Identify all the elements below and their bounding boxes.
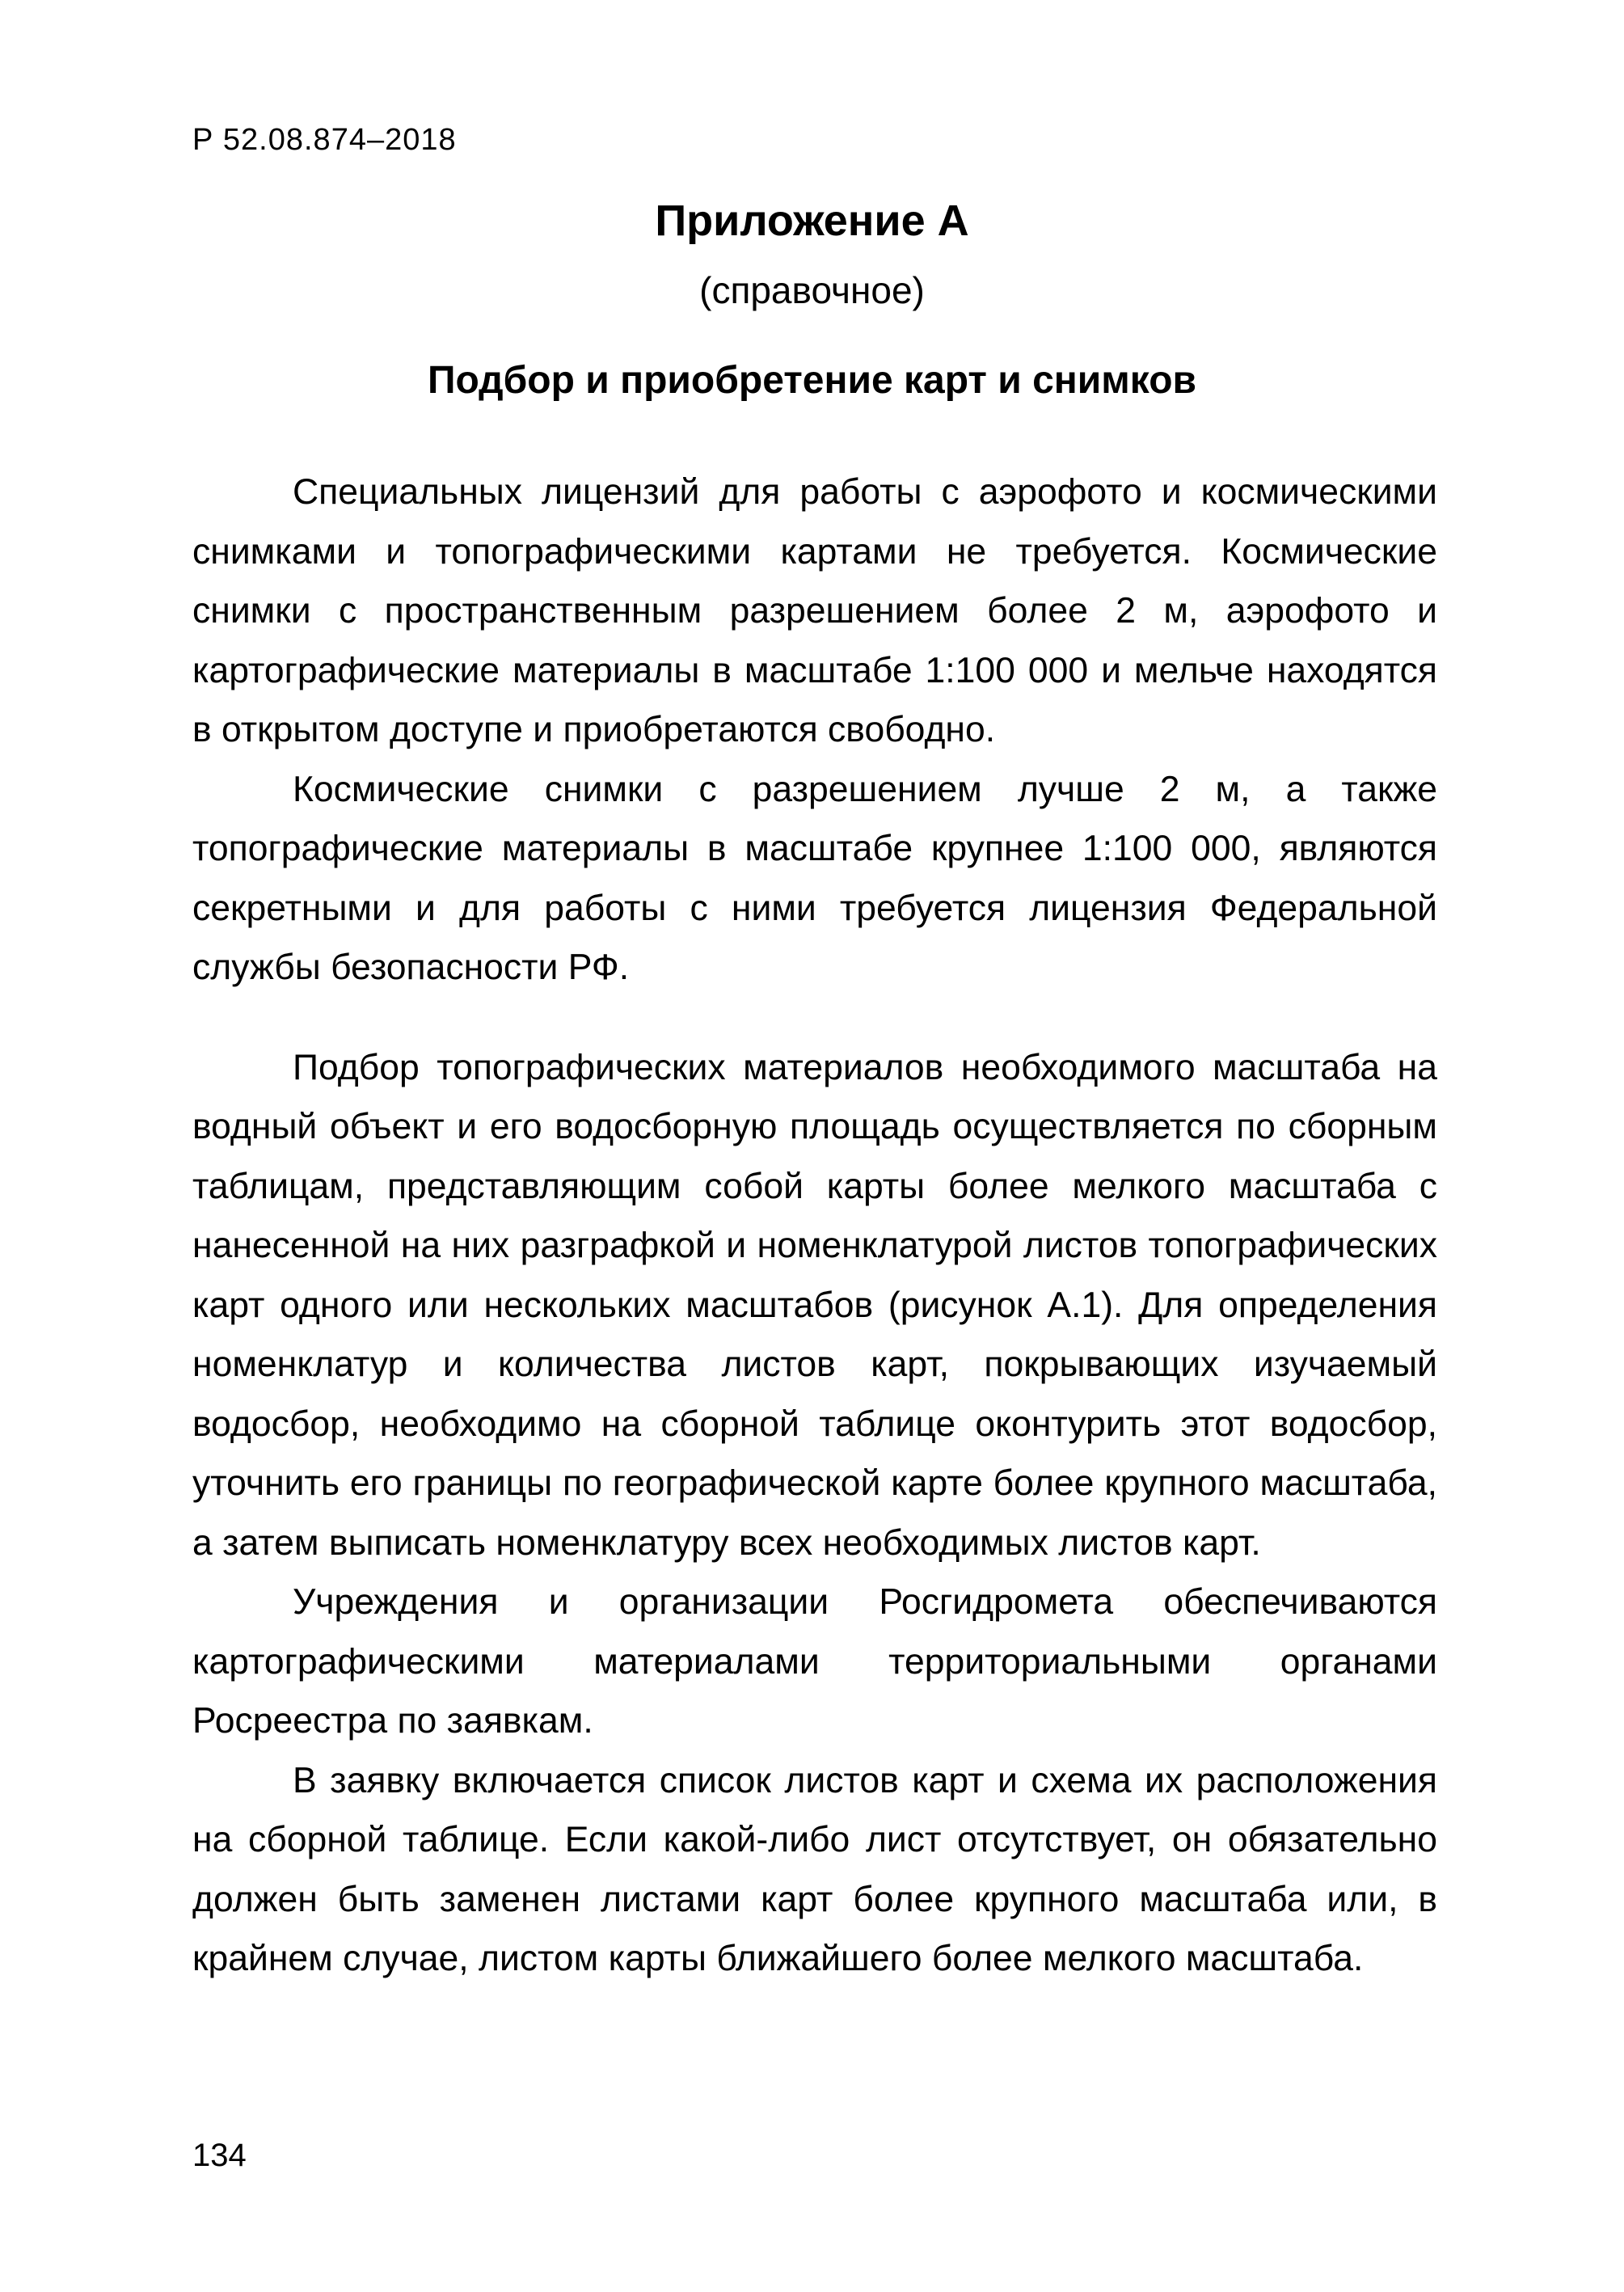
paragraph-supply: Учреждения и организации Росгидромета обеспечиваются картографическими материалами территориальными органами Росреестра по заявкам. [192, 1582, 1437, 1741]
page-number: 134 [192, 2138, 247, 2173]
section-title: Подбор и приобретение карт и снимков [427, 359, 1197, 402]
body-text [192, 462, 1437, 1989]
document-code: Р 52.08.874–2018 [192, 123, 457, 157]
paragraph-secret-materials: Космические снимки с разрешением лучше 2 м, а также топографические материалы в масштабе крупнее 1:100 000, являются секретными и для работы с ними требуется лицензия Федеральной службы безопасности РФ. [192, 769, 1437, 987]
paragraph-licenses: Специальных лицензий для работы с аэрофото и космическими снимками и топографическими картами не требуется. Космические снимки с пространственным разрешением более 2 м, аэрофото и картографические материалы в масштабе 1:100 000 и мельче находятся в открытом доступе и приобретаются свободно. [192, 472, 1437, 749]
paragraph-request: В заявку включается список листов карт и схема их расположения на сборной таблице. Если какой-либо лист отсутствует, он обязательно должен быть заменен листами карт более крупного масштаба или, в крайнем случае, листом карты ближайшего более мелкого масштаба. [192, 1760, 1437, 1978]
appendix-title: Приложение А [655, 196, 969, 245]
paragraph-map-selection: Подбор топографических материалов необходимого масштаба на водный объект и его водосборную площадь осуществляется по сборным таблицам, представляющим собой карты более мелкого масштаба с нанесенной на них разграфкой и номенклатурой листов топографических карт одного или нескольких масштабов (рисунок А.1). Для определения номенклатур и количества листов карт, покрывающих изучаемый водосбор, необходимо на сборной таблице оконтурить этот водосбор, уточнить его границы по географической карте более крупного масштаба, а затем выписать номенклатуру всех необходимых листов карт. [192, 1047, 1437, 1563]
appendix-type: (справочное) [699, 269, 925, 311]
